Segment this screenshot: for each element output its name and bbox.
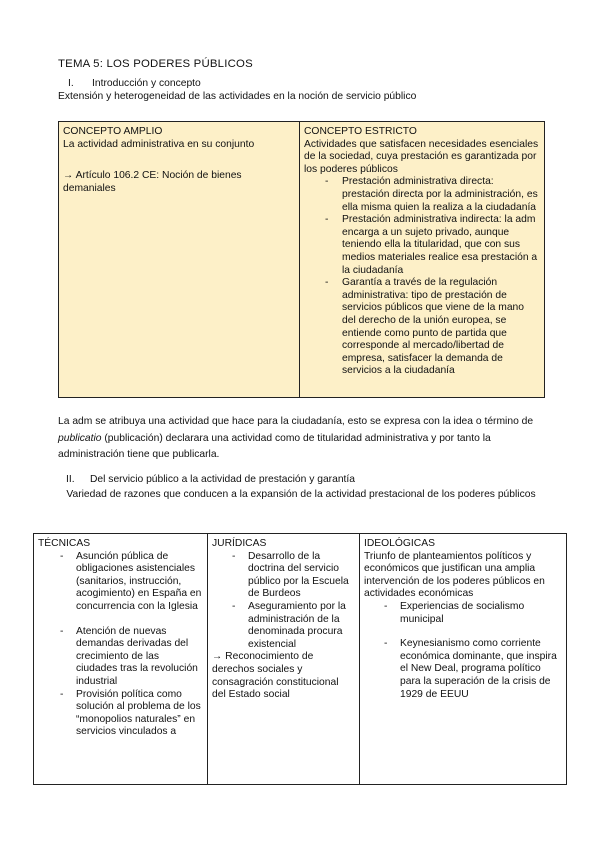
page-title: TEMA 5: LOS PODERES PÚBLICOS	[58, 58, 253, 70]
list-item: - Provisión política como solución al problema de los “monopolios naturales” en servicios vinculados a	[38, 689, 203, 739]
section-1-heading	[68, 78, 201, 91]
section-1-subtitle: Extensión y heterogeneidad de las actividades en la noción de servicio público	[58, 91, 417, 102]
ideologicas-list	[364, 601, 562, 701]
list-item: - Atención de nuevas demandas derivadas del crecimiento de las ciudades tras la revolución industrial	[38, 626, 203, 689]
section-2-heading	[66, 474, 355, 487]
list-item: - Garantía a través de la regulación administrativa: tipo de prestación de servicios públicos que viene de la mano del derecho de la unión europea, se entiende como punto de partida que corresponde al mercado/libertad de empresa, satisfacer la demanda de servicios a la ciudadanía	[304, 277, 540, 378]
paragraph-text-2: (publicación) declarara una actividad como de titularidad administrativa y por tanto la administración tiene que publicarla.	[58, 432, 491, 460]
list-item: - Aseguramiento por la administración de la denominada procura existencial	[212, 601, 355, 651]
juridicas-header: JURÍDICAS	[212, 538, 267, 549]
tecnicas-list	[38, 551, 203, 739]
list-item: - Experiencias de socialismo municipal	[364, 601, 562, 626]
section-2-subtitle: Variedad de razones que conducen a la expansión de la actividad prestacional de los poderes públicos	[66, 489, 536, 500]
paragraph-italic-term: publicatio	[58, 432, 102, 444]
list-item: - Keynesianismo como corriente económica dominante, que inspira el New Deal, programa político para la superación de la crisis de 1929 de EEUU	[364, 638, 562, 701]
reasons-table	[33, 533, 567, 785]
list-item: - Desarrollo de la doctrina del servicio público por la Escuela de Burdeos	[212, 551, 355, 601]
concepts-table	[58, 121, 545, 398]
juridicas-list	[212, 551, 355, 652]
concepto-amplio-cell	[59, 122, 300, 397]
list-item: - Asunción pública de obligaciones asistenciales (sanitarios, instrucción, acogimiento) en España en concurrencia con la Iglesia	[38, 551, 203, 614]
list-spacer	[38, 614, 203, 626]
section-1-title: Introducción y concepto	[92, 78, 201, 89]
concepto-amplio-header: CONCEPTO AMPLIO	[63, 126, 163, 137]
concepto-estricto-cell	[300, 122, 544, 397]
section-1-number: I.	[68, 78, 74, 89]
concepto-amplio-note: → Artículo 106.2 CE: Noción de bienes demaniales	[63, 170, 242, 194]
paragraph-text-1: La adm se atribuya una actividad que hace para la ciudadanía, esto se expresa con la idea o término de	[58, 416, 534, 427]
concepto-estricto-header: CONCEPTO ESTRICTO	[304, 126, 417, 137]
concepto-amplio-description: La actividad administrativa en su conjunto	[63, 138, 255, 150]
concepto-estricto-list	[304, 176, 540, 378]
ideologicas-header: IDEOLÓGICAS	[364, 538, 435, 549]
tecnicas-header: TÉCNICAS	[38, 538, 91, 549]
juridicas-note: → Reconocimiento de derechos sociales y consagración constitucional del Estado social	[212, 651, 339, 701]
list-spacer	[364, 626, 562, 638]
section-2-title: Del servicio público a la actividad de prestación y garantía	[90, 474, 356, 485]
ideologicas-cell	[360, 534, 566, 784]
section-2-number: II.	[66, 474, 75, 485]
concepto-estricto-description: Actividades que satisfacen necesidades esenciales de la sociedad, cuya prestación es garantizada por los poderes públicos	[304, 138, 539, 175]
tecnicas-cell	[34, 534, 208, 784]
juridicas-cell	[208, 534, 360, 784]
publicatio-paragraph	[58, 414, 548, 464]
list-item: - Prestación administrativa indirecta: la adm encarga a un sujeto privado, aunque teniendo ella la titularidad, que con sus medios materiales realice esa prestación a la ciudadanía	[304, 214, 540, 277]
list-item: - Prestación administrativa directa: prestación directa por la administración, es ella misma quien la realiza a la ciudadanía	[304, 176, 540, 214]
ideologicas-description: Triunfo de planteamientos políticos y económicos que justifican una amplia intervención de los poderes públicos en actividades económicas	[364, 550, 545, 600]
